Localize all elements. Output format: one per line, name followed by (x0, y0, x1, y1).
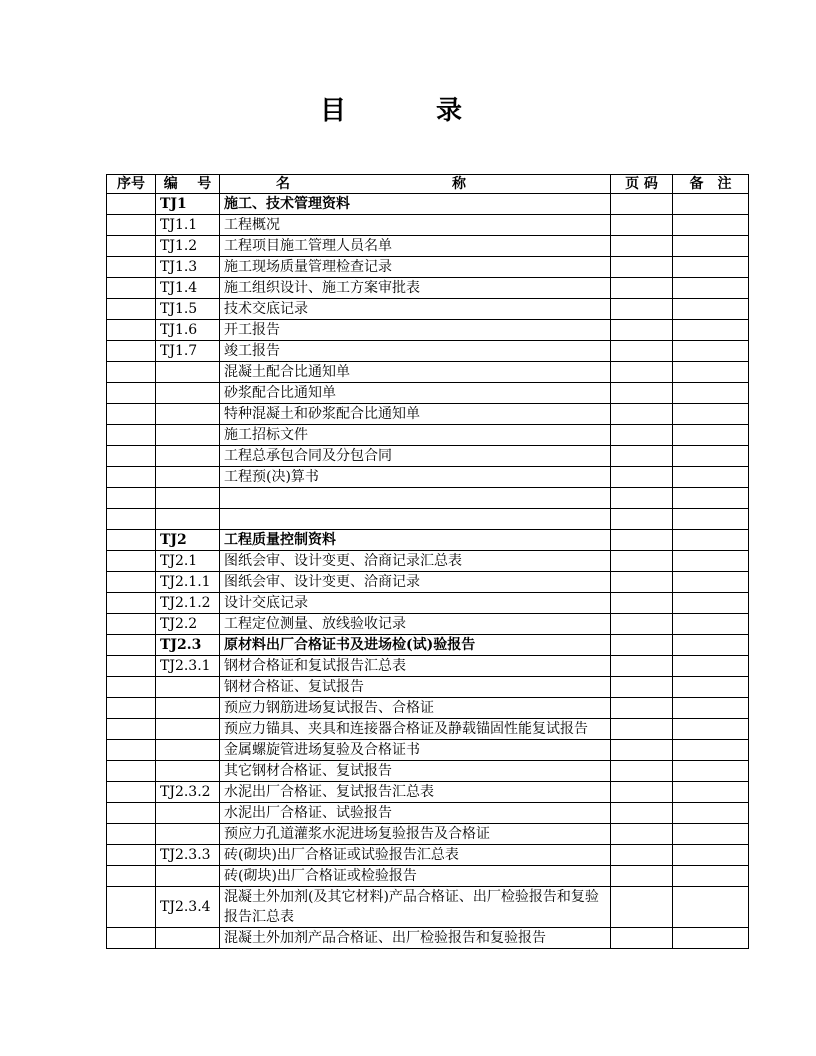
header-name (220, 175, 611, 194)
row-page (611, 530, 673, 551)
row-name: 预应力锚具、夹具和连接器合格证及静载锚固性能复试报告 (220, 719, 611, 740)
row-note (673, 928, 749, 949)
row-note (673, 719, 749, 740)
row-note (673, 404, 749, 425)
row-seq (107, 928, 156, 949)
row-page (611, 488, 673, 509)
row-note (673, 488, 749, 509)
table-row (107, 425, 749, 446)
row-code (156, 761, 220, 782)
row-note (673, 299, 749, 320)
row-note (673, 194, 749, 215)
row-note (673, 656, 749, 677)
table-row (107, 509, 749, 530)
table-row (107, 446, 749, 467)
row-code (156, 824, 220, 845)
row-page (611, 782, 673, 803)
row-seq (107, 215, 156, 236)
row-seq (107, 572, 156, 593)
row-code: TJ2 (156, 530, 220, 551)
table-row (107, 719, 749, 740)
row-page (611, 593, 673, 614)
row-code: TJ2.1 (156, 551, 220, 572)
row-page (611, 446, 673, 467)
table-row (107, 677, 749, 698)
table-row (107, 635, 749, 656)
table-row (107, 845, 749, 866)
row-name: 图纸会审、设计变更、洽商记录 (220, 572, 611, 593)
row-note (673, 362, 749, 383)
table-row (107, 341, 749, 362)
title-char-1: 目 (319, 96, 346, 126)
row-page (611, 215, 673, 236)
row-page (611, 887, 673, 928)
row-seq (107, 656, 156, 677)
row-page (611, 509, 673, 530)
table-row (107, 194, 749, 215)
row-name (220, 509, 611, 530)
row-seq (107, 803, 156, 824)
row-code: TJ1.4 (156, 278, 220, 299)
row-seq (107, 320, 156, 341)
row-code: TJ2.3.2 (156, 782, 220, 803)
table-row (107, 278, 749, 299)
row-seq (107, 299, 156, 320)
row-name: 混凝土外加剂产品合格证、出厂检验报告和复验报告 (220, 928, 611, 949)
row-code (156, 866, 220, 887)
row-seq (107, 824, 156, 845)
row-name: 钢材合格证、复试报告 (220, 677, 611, 698)
row-note (673, 278, 749, 299)
row-name: 工程质量控制资料 (220, 530, 611, 551)
row-name: 工程总承包合同及分包合同 (220, 446, 611, 467)
row-note (673, 572, 749, 593)
row-seq (107, 761, 156, 782)
header-row (107, 175, 749, 194)
row-seq (107, 551, 156, 572)
row-name: 混凝土配合比通知单 (220, 362, 611, 383)
row-name: 金属螺旋管进场复验及合格证书 (220, 740, 611, 761)
row-seq (107, 488, 156, 509)
row-name: 其它钢材合格证、复试报告 (220, 761, 611, 782)
row-name: 水泥出厂合格证、复试报告汇总表 (220, 782, 611, 803)
row-page (611, 383, 673, 404)
row-seq (107, 257, 156, 278)
header-code-b: 号 (197, 176, 212, 192)
table-row (107, 488, 749, 509)
row-code (156, 509, 220, 530)
row-seq (107, 236, 156, 257)
row-name: 竣工报告 (220, 341, 611, 362)
row-note (673, 530, 749, 551)
row-page (611, 341, 673, 362)
row-name: 原材料出厂合格证书及进场检(试)验报告 (220, 635, 611, 656)
row-note (673, 320, 749, 341)
row-note (673, 383, 749, 404)
row-seq (107, 845, 156, 866)
row-note (673, 614, 749, 635)
row-name: 图纸会审、设计变更、洽商记录汇总表 (220, 551, 611, 572)
row-seq (107, 635, 156, 656)
table-row (107, 467, 749, 488)
table-row (107, 551, 749, 572)
table-row (107, 530, 749, 551)
row-page (611, 236, 673, 257)
table-row (107, 572, 749, 593)
header-code-a: 编 (163, 176, 178, 192)
row-seq (107, 677, 156, 698)
row-note (673, 782, 749, 803)
row-seq (107, 698, 156, 719)
row-name: 砖(砌块)出厂合格证或试验报告汇总表 (220, 845, 611, 866)
row-name: 特种混凝土和砂浆配合比通知单 (220, 404, 611, 425)
row-note (673, 866, 749, 887)
row-code: TJ1.3 (156, 257, 220, 278)
table-row (107, 782, 749, 803)
table-row (107, 698, 749, 719)
row-code (156, 362, 220, 383)
row-code (156, 383, 220, 404)
row-note (673, 551, 749, 572)
row-note (673, 698, 749, 719)
table-row (107, 257, 749, 278)
row-note (673, 677, 749, 698)
row-name: 施工招标文件 (220, 425, 611, 446)
row-note (673, 341, 749, 362)
row-seq (107, 866, 156, 887)
row-code (156, 425, 220, 446)
row-code (156, 803, 220, 824)
row-name: 工程概况 (220, 215, 611, 236)
row-page (611, 362, 673, 383)
row-page (611, 551, 673, 572)
row-seq (107, 593, 156, 614)
row-name: 工程定位测量、放线验收记录 (220, 614, 611, 635)
row-code (156, 719, 220, 740)
table-row (107, 656, 749, 677)
table-row (107, 824, 749, 845)
table-row (107, 383, 749, 404)
row-note (673, 803, 749, 824)
header-name-b: 称 (452, 176, 466, 192)
row-name: 钢材合格证和复试报告汇总表 (220, 656, 611, 677)
row-name: 预应力孔道灌浆水泥进场复验报告及合格证 (220, 824, 611, 845)
row-name: 水泥出厂合格证、试验报告 (220, 803, 611, 824)
row-note (673, 761, 749, 782)
row-note (673, 824, 749, 845)
row-code: TJ2.1.1 (156, 572, 220, 593)
table-row (107, 803, 749, 824)
header-page: 页 码 (611, 175, 673, 194)
row-name: 混凝土外加剂(及其它材料)产品合格证、出厂检验报告和复验报告汇总表 (220, 887, 611, 928)
header-name-a: 名 (276, 176, 290, 192)
table-row (107, 236, 749, 257)
row-note (673, 593, 749, 614)
row-page (611, 299, 673, 320)
row-note (673, 446, 749, 467)
row-code: TJ2.2 (156, 614, 220, 635)
row-page (611, 866, 673, 887)
table-row (107, 215, 749, 236)
row-note (673, 635, 749, 656)
row-name: 技术交底记录 (220, 299, 611, 320)
row-name: 工程预(决)算书 (220, 467, 611, 488)
table-row (107, 740, 749, 761)
row-page (611, 928, 673, 949)
row-note (673, 740, 749, 761)
toc-body (107, 194, 749, 949)
row-name (220, 488, 611, 509)
row-code: TJ2.3 (156, 635, 220, 656)
row-name: 预应力钢筋进场复试报告、合格证 (220, 698, 611, 719)
row-seq (107, 446, 156, 467)
row-page (611, 425, 673, 446)
page-title (0, 90, 782, 127)
row-page (611, 698, 673, 719)
row-note (673, 236, 749, 257)
row-note (673, 425, 749, 446)
row-seq (107, 887, 156, 928)
row-name: 设计交底记录 (220, 593, 611, 614)
row-name: 施工现场质量管理检查记录 (220, 257, 611, 278)
row-seq (107, 278, 156, 299)
row-seq (107, 782, 156, 803)
row-code: TJ2.3.4 (156, 887, 220, 928)
row-seq (107, 341, 156, 362)
row-note (673, 509, 749, 530)
table-row (107, 866, 749, 887)
row-page (611, 803, 673, 824)
row-page (611, 467, 673, 488)
row-code: TJ1.1 (156, 215, 220, 236)
toc-table (106, 174, 749, 949)
row-code (156, 698, 220, 719)
row-name: 工程项目施工管理人员名单 (220, 236, 611, 257)
table-row (107, 887, 749, 928)
row-seq (107, 614, 156, 635)
table-row (107, 593, 749, 614)
header-seq: 序号 (107, 175, 156, 194)
row-note (673, 215, 749, 236)
row-seq (107, 467, 156, 488)
row-page (611, 656, 673, 677)
row-name: 砂浆配合比通知单 (220, 383, 611, 404)
row-code: TJ1 (156, 194, 220, 215)
row-code: TJ1.7 (156, 341, 220, 362)
row-code (156, 740, 220, 761)
row-page (611, 845, 673, 866)
row-page (611, 719, 673, 740)
row-seq (107, 509, 156, 530)
title-char-2: 录 (436, 96, 463, 126)
row-note (673, 845, 749, 866)
row-code (156, 467, 220, 488)
table-row (107, 614, 749, 635)
row-code (156, 677, 220, 698)
row-code: TJ1.2 (156, 236, 220, 257)
row-code (156, 446, 220, 467)
row-seq (107, 425, 156, 446)
row-page (611, 761, 673, 782)
row-page (611, 257, 673, 278)
table-row (107, 928, 749, 949)
header-note: 备 注 (673, 175, 749, 194)
row-seq (107, 719, 156, 740)
row-code: TJ2.3.3 (156, 845, 220, 866)
row-page (611, 740, 673, 761)
table-row (107, 299, 749, 320)
row-name: 施工、技术管理资料 (220, 194, 611, 215)
row-seq (107, 404, 156, 425)
row-name: 砖(砌块)出厂合格证或检验报告 (220, 866, 611, 887)
row-note (673, 257, 749, 278)
row-name: 施工组织设计、施工方案审批表 (220, 278, 611, 299)
row-page (611, 824, 673, 845)
table-row (107, 320, 749, 341)
row-page (611, 194, 673, 215)
row-code (156, 928, 220, 949)
row-code: TJ2.3.1 (156, 656, 220, 677)
row-note (673, 887, 749, 928)
row-seq (107, 362, 156, 383)
row-code (156, 488, 220, 509)
row-page (611, 278, 673, 299)
row-page (611, 635, 673, 656)
row-name: 开工报告 (220, 320, 611, 341)
row-seq (107, 194, 156, 215)
row-code: TJ1.6 (156, 320, 220, 341)
row-seq (107, 530, 156, 551)
row-page (611, 572, 673, 593)
row-note (673, 467, 749, 488)
row-page (611, 320, 673, 341)
table-row (107, 362, 749, 383)
header-code (156, 175, 220, 194)
row-page (611, 677, 673, 698)
table-row (107, 404, 749, 425)
row-code (156, 404, 220, 425)
row-page (611, 614, 673, 635)
table-row (107, 761, 749, 782)
row-page (611, 404, 673, 425)
row-seq (107, 383, 156, 404)
row-code: TJ2.1.2 (156, 593, 220, 614)
row-code: TJ1.5 (156, 299, 220, 320)
row-seq (107, 740, 156, 761)
